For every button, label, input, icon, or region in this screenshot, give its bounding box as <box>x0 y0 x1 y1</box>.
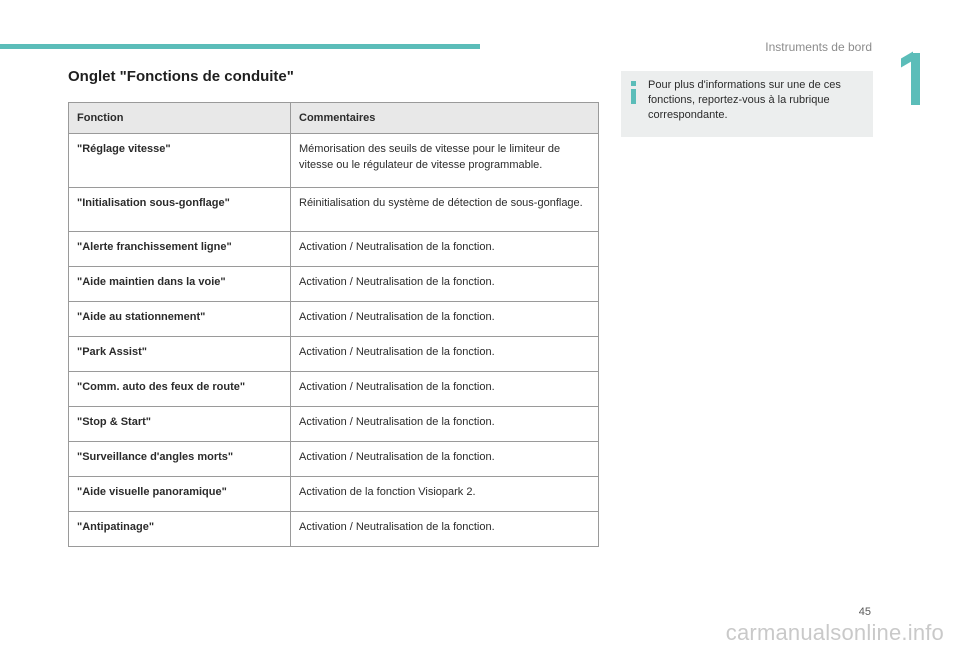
info-text: Pour plus d'informations sur une de ces fonctions, reportez-vous à la rubrique correspondante. <box>648 79 841 121</box>
header-accent-bar <box>0 44 480 49</box>
row-commentaire: Activation / Neutralisation de la fonction. <box>291 232 599 267</box>
row-fonction: "Stop & Start" <box>69 407 291 442</box>
watermark: carmanualsonline.info <box>725 620 944 645</box>
table-row <box>69 512 599 547</box>
header-commentaires: Commentaires <box>291 103 599 134</box>
row-commentaire: Activation / Neutralisation de la fonction. <box>291 512 599 547</box>
info-icon <box>630 81 637 105</box>
row-fonction: "Réglage vitesse" <box>69 134 291 188</box>
page-number: 45 <box>858 606 871 618</box>
row-fonction: "Park Assist" <box>69 337 291 372</box>
table-row <box>69 372 599 407</box>
header-fonction: Fonction <box>69 103 291 134</box>
table-row <box>69 134 599 188</box>
row-commentaire: Activation de la fonction Visiopark 2. <box>291 477 599 512</box>
row-fonction: "Aide visuelle panoramique" <box>69 477 291 512</box>
table-row <box>69 302 599 337</box>
row-commentaire: Activation / Neutralisation de la fonction. <box>291 337 599 372</box>
section-header: Instruments de bord <box>765 40 872 54</box>
table-row <box>69 267 599 302</box>
table-row <box>69 232 599 267</box>
row-commentaire: Activation / Neutralisation de la fonction. <box>291 407 599 442</box>
row-fonction: "Aide au stationnement" <box>69 302 291 337</box>
table-row <box>69 337 599 372</box>
row-fonction: "Aide maintien dans la voie" <box>69 267 291 302</box>
table-row <box>69 188 599 232</box>
chapter-number-marker <box>897 53 927 107</box>
table-row <box>69 407 599 442</box>
info-box <box>621 71 873 137</box>
table-row <box>69 442 599 477</box>
table-header-row <box>69 103 599 134</box>
row-commentaire: Activation / Neutralisation de la fonction. <box>291 267 599 302</box>
row-commentaire: Activation / Neutralisation de la fonction. <box>291 442 599 477</box>
row-fonction: "Comm. auto des feux de route" <box>69 372 291 407</box>
row-fonction: "Surveillance d'angles morts" <box>69 442 291 477</box>
page-title: Onglet "Fonctions de conduite" <box>68 68 294 85</box>
functions-table <box>68 102 599 547</box>
row-fonction: "Alerte franchissement ligne" <box>69 232 291 267</box>
row-commentaire: Activation / Neutralisation de la fonction. <box>291 302 599 337</box>
row-commentaire: Réinitialisation du système de détection de sous-gonflage. <box>291 188 599 232</box>
row-commentaire: Activation / Neutralisation de la fonction. <box>291 372 599 407</box>
row-fonction: "Initialisation sous-gonflage" <box>69 188 291 232</box>
row-commentaire: Mémorisation des seuils de vitesse pour le limiteur de vitesse ou le régulateur de vitesse programmable. <box>291 134 599 188</box>
row-fonction: "Antipatinage" <box>69 512 291 547</box>
table-row <box>69 477 599 512</box>
